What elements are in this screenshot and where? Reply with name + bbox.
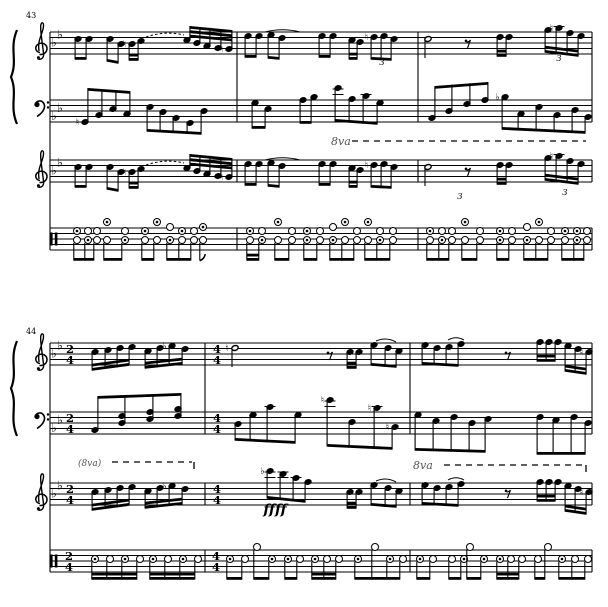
measure-number: 44 [26, 327, 37, 336]
treble-clef [37, 507, 40, 510]
natural-accidental: ♮ [219, 172, 224, 184]
bass-clef [35, 413, 45, 429]
treble-clef [36, 494, 47, 505]
circled-notehead [508, 556, 515, 563]
beam [147, 129, 201, 135]
beam [347, 362, 356, 365]
circled-notehead [74, 237, 81, 244]
beam [92, 573, 137, 576]
beam [268, 56, 279, 60]
circled-notehead-dot [538, 221, 541, 224]
circled-notehead [191, 237, 198, 244]
staff-1-1 [36, 23, 592, 68]
beam [371, 503, 396, 508]
time-signature-numerator: 2 [65, 410, 75, 425]
circled-notehead [85, 228, 92, 235]
treble-clef [37, 184, 40, 187]
beam [462, 258, 477, 261]
circled-notehead [377, 228, 384, 235]
bass-clef [47, 418, 49, 420]
octave-label: 8va [413, 459, 433, 472]
treble-clef [36, 354, 47, 365]
beam [129, 182, 138, 185]
key-signature-flat: ♭ [51, 486, 57, 501]
circled-notehead-dot [367, 221, 370, 224]
circled-notehead [94, 237, 101, 244]
beam [74, 258, 94, 261]
treble-clef [36, 43, 47, 54]
circled-notehead-dot [202, 226, 205, 229]
circled-notehead [477, 237, 484, 244]
natural-accidental: ♮ [364, 160, 369, 172]
circled-notehead [509, 228, 516, 235]
key-signature-flat: ♭ [51, 421, 57, 435]
circled-notehead [330, 224, 337, 231]
triplet-number: 3 [457, 192, 463, 202]
beam [312, 577, 336, 580]
beam [427, 258, 449, 261]
beam [142, 258, 154, 261]
beam [537, 499, 555, 502]
beam [107, 59, 118, 64]
circled-notehead-dot [526, 239, 529, 242]
circled-notehead [107, 556, 114, 563]
system-44 [11, 327, 593, 580]
beam [247, 258, 259, 261]
beam [537, 452, 585, 455]
natural-accidental: ♮ [225, 343, 229, 355]
staff-1-4 [50, 219, 592, 261]
slur [376, 339, 396, 342]
circled-notehead-dot [564, 230, 567, 233]
circled-notehead [324, 556, 331, 563]
key-signature-flat: ♭ [51, 109, 57, 123]
circled-notehead [535, 556, 542, 563]
circled-notehead [254, 544, 261, 551]
beam [497, 182, 506, 185]
beam [422, 502, 458, 507]
circled-notehead [449, 237, 456, 244]
circled-notehead-dot [261, 239, 264, 242]
beam [150, 573, 195, 576]
circled-notehead [548, 228, 555, 235]
circled-notehead [242, 556, 249, 563]
circled-notehead-dot [94, 558, 97, 561]
circled-notehead [365, 237, 372, 244]
circled-notehead-dot [464, 221, 467, 224]
triplet-number: 3 [379, 58, 385, 68]
key-signature-flat: ♭ [57, 155, 63, 170]
circled-notehead-dot [441, 239, 444, 242]
circled-notehead [536, 237, 543, 244]
circled-notehead [167, 224, 174, 231]
beam [312, 573, 336, 576]
slur [448, 338, 464, 340]
beam [245, 55, 256, 58]
treble-clef [36, 171, 47, 182]
circled-notehead [584, 228, 591, 235]
circled-notehead [191, 228, 198, 235]
circled-notehead [297, 556, 304, 563]
circled-notehead-dot [76, 230, 79, 233]
time-signature-denominator: 4 [64, 559, 74, 574]
circled-notehead [430, 556, 437, 563]
circled-notehead [122, 228, 129, 235]
percussion-clef [55, 555, 58, 568]
triplet-number: 3 [556, 54, 562, 64]
time-signature-numerator: 2 [64, 548, 74, 563]
circled-notehead-dot [229, 558, 232, 561]
flat-accidental: ♭ [260, 466, 265, 478]
circled-notehead [372, 544, 379, 551]
beam [435, 82, 488, 89]
time-signature-numerator: 2 [65, 481, 75, 496]
beam [365, 258, 390, 261]
beam [417, 577, 430, 580]
circled-notehead [400, 556, 407, 563]
circled-notehead [572, 556, 579, 563]
circled-notehead-dot [561, 558, 564, 561]
natural-accidental: ♮ [579, 347, 584, 359]
circled-notehead [439, 228, 446, 235]
natural-accidental: ♮ [385, 422, 390, 434]
beam [335, 119, 377, 125]
beam [327, 444, 392, 450]
bass-clef [47, 413, 49, 415]
beam [75, 185, 86, 188]
natural-accidental: ♮ [122, 167, 127, 179]
circled-notehead [390, 228, 397, 235]
grand-staff-brace [11, 30, 17, 124]
circled-notehead [548, 237, 555, 244]
beam [467, 577, 481, 580]
beam [537, 355, 555, 358]
bass-clef [35, 101, 45, 117]
beam [247, 254, 259, 257]
beam [349, 181, 357, 184]
circled-notehead-dot [169, 239, 172, 242]
beam [129, 186, 138, 189]
time-signature-numerator: 4 [212, 410, 222, 425]
beam [88, 88, 130, 94]
circled-notehead [509, 237, 516, 244]
beam [524, 258, 548, 261]
beam [347, 366, 356, 369]
natural-accidental: ♮ [364, 32, 369, 44]
beam [92, 577, 137, 580]
circled-notehead-dot [182, 558, 185, 561]
beam [304, 258, 317, 261]
dashed-tie [146, 161, 184, 165]
triplet-number: 3 [562, 188, 568, 198]
beam [150, 577, 195, 580]
beam [497, 258, 509, 261]
circled-notehead [336, 556, 343, 563]
octave-label: (8va) [78, 459, 102, 469]
beam [535, 577, 545, 580]
flag [200, 254, 206, 261]
flat-accidental: ♭ [495, 92, 500, 104]
circled-notehead-dot [314, 558, 317, 561]
key-signature-flat: ♭ [57, 412, 63, 427]
circled-notehead-dot [87, 239, 90, 242]
circled-notehead [154, 237, 161, 244]
treble-clef [37, 367, 40, 370]
beam [285, 577, 297, 580]
grand-staff-brace [11, 341, 17, 436]
natural-accidental: ♮ [320, 395, 325, 407]
staff-1-2 [34, 82, 592, 148]
beam [227, 577, 242, 580]
beam [104, 258, 122, 261]
beam [129, 58, 138, 61]
circled-notehead [390, 237, 397, 244]
circled-notehead-dot [576, 230, 579, 233]
beam [330, 258, 354, 261]
natural-accidental: ♮ [549, 151, 554, 163]
beam [129, 54, 138, 57]
eighth-rest [465, 168, 470, 176]
time-signature-numerator: 4 [211, 548, 221, 563]
staff-2-3 [36, 458, 593, 518]
beam [268, 184, 279, 188]
beam [537, 495, 555, 498]
circled-notehead [104, 237, 111, 244]
circled-notehead-dot [306, 239, 309, 242]
circled-notehead-dot [124, 239, 127, 242]
beam [98, 393, 181, 399]
treble-clef [37, 56, 40, 59]
circled-notehead [519, 556, 526, 563]
bass-clef [47, 101, 49, 103]
percussion-clef [50, 555, 53, 568]
flat-accidental: ♭ [162, 341, 167, 353]
circled-notehead [524, 224, 531, 231]
circled-notehead [562, 237, 569, 244]
beam [347, 502, 356, 505]
beam [497, 573, 519, 576]
beam [371, 363, 396, 368]
beam [319, 183, 330, 186]
circled-notehead [165, 556, 172, 563]
beam [537, 359, 555, 362]
circled-notehead-dot [106, 221, 109, 224]
beam [349, 57, 357, 60]
eighth-rest [327, 352, 332, 360]
percussion-clef [50, 233, 53, 246]
circled-notehead-dot [306, 230, 309, 233]
dashed-tie [146, 33, 184, 37]
circled-notehead-dot [124, 558, 127, 561]
circled-notehead-dot [287, 558, 290, 561]
beam [349, 53, 357, 56]
key-signature-flat: ♭ [51, 163, 57, 178]
circled-notehead-dot [483, 558, 486, 561]
circled-notehead [427, 237, 434, 244]
flat-accidental: ♭ [162, 481, 167, 493]
eighth-rest [465, 40, 470, 48]
circled-notehead [584, 237, 591, 244]
time-signature-numerator: 4 [212, 341, 222, 356]
circled-notehead-dot [332, 239, 335, 242]
circled-notehead [354, 237, 361, 244]
key-signature-flat: ♭ [57, 100, 63, 115]
key-signature-flat: ♭ [57, 478, 63, 493]
beam [559, 577, 585, 580]
time-signature-denominator: 4 [65, 352, 75, 367]
circled-notehead [462, 237, 469, 244]
slur [448, 478, 464, 480]
circled-notehead [142, 237, 149, 244]
beam [422, 362, 458, 367]
beam [415, 448, 485, 453]
circled-notehead-dot [344, 221, 347, 224]
beam [497, 178, 506, 181]
beam [275, 258, 289, 261]
circled-notehead-dot [499, 558, 502, 561]
key-signature-flat: ♭ [57, 338, 63, 353]
staff-1-3 [36, 151, 592, 202]
circled-notehead-dot [271, 558, 274, 561]
circled-notehead-dot [144, 230, 147, 233]
circled-notehead [289, 228, 296, 235]
beam [497, 54, 506, 57]
eighth-rest [505, 352, 510, 360]
beam [319, 55, 330, 58]
circled-notehead-dot [249, 230, 252, 233]
measure-number: 43 [26, 11, 37, 20]
circled-notehead [467, 544, 474, 551]
circled-notehead [449, 556, 456, 563]
natural-accidental: ♮ [122, 39, 127, 51]
circled-notehead [317, 228, 324, 235]
beam [349, 185, 357, 188]
beam [252, 126, 265, 129]
beam [497, 577, 519, 580]
circled-notehead [94, 228, 101, 235]
time-signature-denominator: 4 [212, 492, 222, 507]
beam [167, 258, 191, 261]
beam [245, 183, 256, 186]
circled-notehead-dot [152, 558, 155, 561]
beam [107, 187, 118, 192]
beam [449, 577, 461, 580]
circled-notehead-dot [156, 221, 159, 224]
slur [376, 479, 396, 482]
natural-accidental: ♮ [367, 403, 372, 415]
circled-notehead [477, 228, 484, 235]
key-signature-flat: ♭ [57, 27, 63, 42]
circled-notehead [289, 237, 296, 244]
staff-2-4 [50, 544, 592, 580]
circled-notehead-dot [277, 221, 280, 224]
staff-2-2 [34, 393, 592, 455]
key-signature-flat: ♭ [51, 35, 57, 50]
dynamic-marking: ffff [263, 502, 287, 518]
circled-notehead [200, 237, 207, 244]
time-signature-denominator: 4 [65, 421, 75, 436]
time-signature-denominator: 4 [65, 492, 75, 507]
circled-notehead [137, 556, 144, 563]
beam [371, 185, 391, 189]
circled-notehead-dot [379, 239, 382, 242]
circled-notehead [354, 228, 361, 235]
circled-notehead [449, 228, 456, 235]
circled-notehead-dot [499, 230, 502, 233]
time-signature-denominator: 4 [212, 421, 222, 436]
beam [497, 50, 506, 53]
beam [254, 577, 269, 580]
circled-notehead [342, 237, 349, 244]
circled-notehead-dot [429, 230, 432, 233]
circled-notehead [247, 237, 254, 244]
time-signature-numerator: 2 [65, 341, 75, 356]
beam [75, 57, 86, 60]
system-43 [11, 11, 592, 261]
percussion-clef [55, 233, 58, 246]
staff-2-1 [36, 334, 593, 375]
circled-notehead-dot [419, 558, 422, 561]
circled-notehead-dot [357, 558, 360, 561]
circled-notehead [585, 556, 592, 563]
circled-notehead [179, 237, 186, 244]
circled-notehead [545, 544, 552, 551]
key-signature-flat: ♭ [51, 346, 57, 361]
time-signature-numerator: 4 [212, 481, 222, 496]
circled-notehead-dot [576, 239, 579, 242]
circled-notehead [259, 228, 266, 235]
circled-notehead-dot [389, 558, 392, 561]
beam [562, 258, 584, 261]
natural-accidental: ♮ [75, 117, 80, 129]
circled-notehead [275, 237, 282, 244]
natural-accidental: ♮ [549, 23, 554, 35]
beam [347, 506, 356, 509]
time-signature-denominator: 4 [212, 352, 222, 367]
natural-accidental: ♮ [219, 44, 224, 56]
beam [235, 438, 295, 444]
time-signature-denominator: 4 [211, 559, 221, 574]
circled-notehead-dot [499, 239, 502, 242]
circled-notehead-dot [463, 558, 466, 561]
bass-clef [47, 106, 49, 108]
circled-notehead [195, 556, 202, 563]
circled-notehead [317, 237, 324, 244]
natural-accidental: ♮ [579, 487, 584, 499]
beam [355, 577, 400, 580]
octave-label: 8va [331, 135, 351, 148]
beam [300, 121, 311, 124]
circled-notehead-dot [181, 230, 184, 233]
